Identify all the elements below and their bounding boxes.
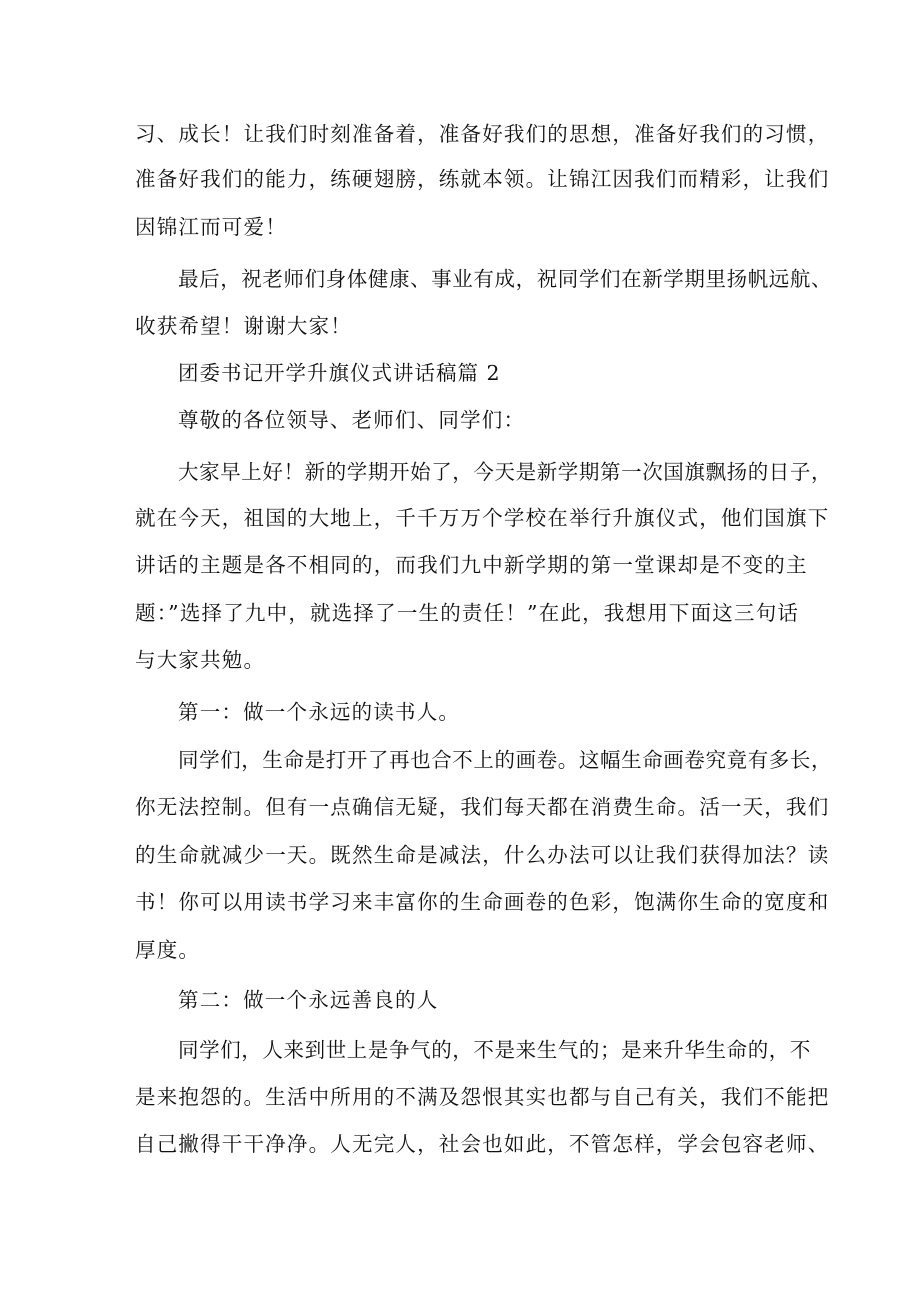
section-title: 团委书记开学升旗仪式讲话稿篇 2: [178, 361, 501, 385]
text-line: 收获希望！谢谢大家！: [135, 314, 352, 338]
text-line: 自己撇得干干净净。人无完人，社会也如此，不管怎样，学会包容老师、: [135, 1132, 830, 1156]
text-line: 就在今天，祖国的大地上，千千万万个学校在举行升旗仪式，他们国旗下: [135, 506, 830, 530]
text-line: 的生命就减少一天。既然生命是减法，什么办法可以让我们获得加法？读: [135, 843, 830, 867]
text-line: 大家早上好！新的学期开始了，今天是新学期第一次国旗飘扬的日子，: [178, 460, 833, 484]
text-line: 你无法控制。但有一点确信无疑，我们每天都在消费生命。活一天，我们: [135, 795, 830, 819]
text-line: 厚度。: [135, 938, 201, 962]
salutation: 尊敬的各位领导、老师们、同学们：: [178, 408, 526, 432]
text-line: 是来抱怨的。生活中所用的不满及怨恨其实也都与自己有关，我们不能把: [135, 1085, 830, 1109]
text-line: 因锦江而可爱！: [135, 215, 287, 239]
text-line: 题：”选择了九中，就选择了一生的责任！”在此，我想用下面这三句话: [135, 601, 800, 625]
text-line: 最后，祝老师们身体健康、事业有成，祝同学们在新学期里扬帆远航、: [178, 267, 833, 291]
text-line: 准备好我们的能力，练硬翅膀，练就本领。让锦江因我们而精彩，让我们: [135, 167, 830, 191]
text-line: 同学们，人来到世上是争气的，不是来生气的；是来升华生命的，不: [178, 1038, 811, 1062]
text-line: 习、成长！让我们时刻准备着，准备好我们的思想，准备好我们的习惯，: [135, 122, 830, 146]
text-line: 讲话的主题是各不相同的，而我们九中新学期的第一堂课却是不变的主: [135, 553, 808, 577]
text-line: 同学们，生命是打开了再也合不上的画卷。这幅生命画卷究竟有多长，: [178, 748, 833, 772]
point-one-heading: 第一：做一个永远的读书人。: [178, 700, 461, 724]
point-two-heading: 第二：做一个永远善良的人: [178, 988, 439, 1012]
text-line: 书！你可以用读书学习来丰富你的生命画卷的色彩，饱满你生命的宽度和: [135, 890, 830, 914]
text-line: 与大家共勉。: [135, 648, 266, 672]
